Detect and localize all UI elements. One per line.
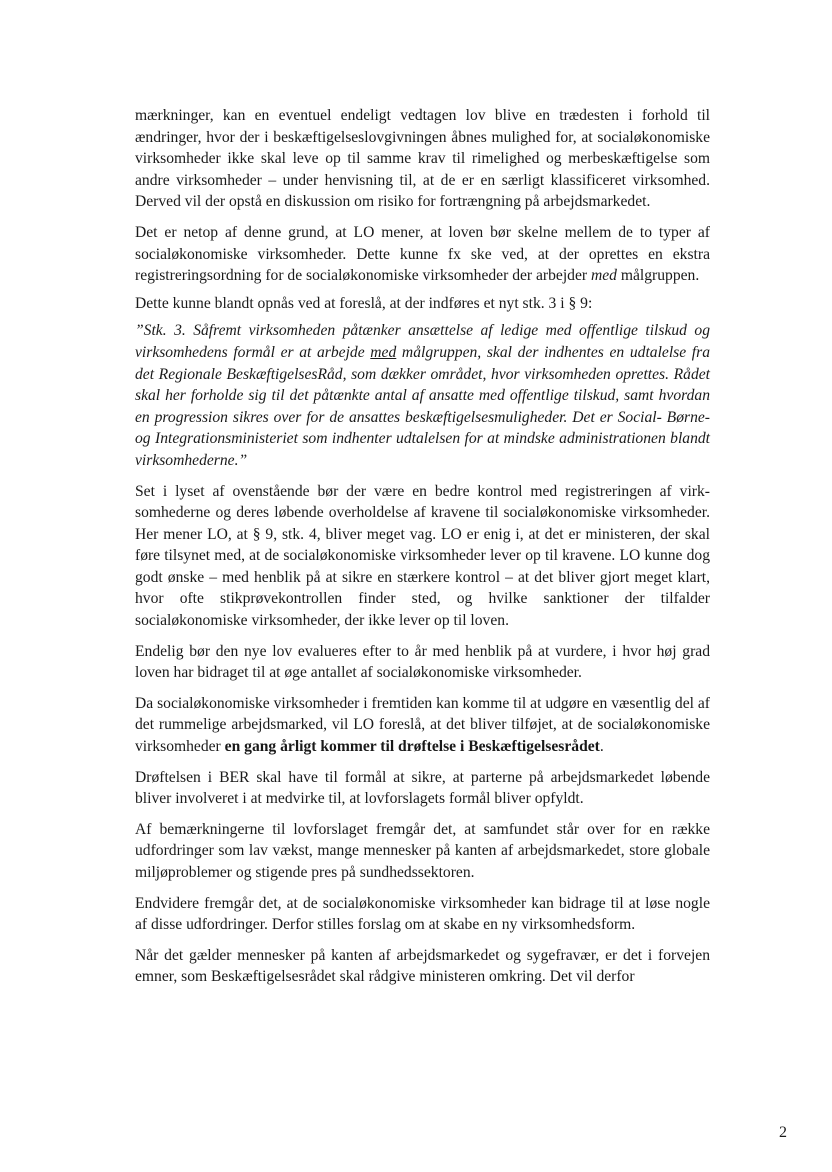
quote-text-b: målgruppen, skal der indhentes en udtalelse fra det Regionale BeskæftigelsesRåd, som dækker området, hvor virksomheden oprettes. Rådet skal her forholde sig til det påtænkte antal af ansatte med offentlige tilskud, samt hvordan en progression sikres over for de ansattes beskæftigelsesmuligheder. Det er Social- Børne- og Integrationsministeriet som indhenter udtalelsen for at mindske administrationen blandt virksomhederne.” (135, 343, 711, 469)
paragraph-6-bold: en gang årligt kommer til drøftelse i Beskæftigelsesrådet (224, 738, 600, 756)
paragraph-6-text-b: . (599, 738, 604, 756)
document-body (135, 105, 710, 997)
paragraph-8: Af bemærkningerne til lovforslaget fremgår det, at samfundet står over for en række udfordringer som lav vækst, mange mennesker på kanten af arbejdsmarkedet, store globale miljøproblemer og stigende pres på sundhedssektoren. (135, 820, 710, 881)
paragraph-9: Endvidere fremgår det, at de socialøkonomiske virksomheder kan bidrage til at løse nogle af disse udfordringer. Derfor stilles forslag om at skabe en ny virksomhedsform. (135, 894, 710, 934)
page-number: 2 (779, 1124, 787, 1141)
paragraph-7: Drøftelsen i BER skal have til formål at sikre, at parterne på arbejdsmarkedet løbende bliver involveret i at medvirke til, at lovforslagets formål bliver opfyldt. (135, 768, 710, 808)
paragraph-1: mærkninger, kan en eventuel endeligt vedtagen lov blive en trædesten i forhold til ændringer, hvor der i beskæftigelseslovgivningen åbnes mulighed for, at socialøkonomiske virksomheder ikke skal leve op til samme krav til rimelighed og merbeskæftigelse som andre virksomheder – under henvisning til, at de er en særligt klassificeret virksomhed. Derved vil der opstå en diskussion om risiko for fortrængning på arbejdsmarkedet. (135, 107, 710, 211)
paragraph-2-text-a: Det er netop af denne grund, at LO mener, at loven bør skelne mellem de to typer af socialøkonomiske virksomheder. Dette kunne fx ske ved, at der oprettes en ekstra registreringsordning for de socialøkonomiske virksomheder der arbejder (135, 223, 710, 285)
quote-text-a: ”Stk. 3. Såfremt virksomheden påtænker ansættelse af ledige med offentlige tilskud og virksomhedens formål er at arbejde (135, 322, 710, 361)
paragraph-2-text-b: målgruppen. (616, 267, 700, 285)
quoted-proposal (135, 320, 710, 471)
paragraph-2 (135, 222, 710, 287)
quote-underlined-word: med (370, 343, 397, 361)
paragraph-10: Når det gælder mennesker på kanten af arbejdsmarkedet og sygefravær, er det i forvejen emner, som Beskæftigelsesrådet skal rådgive ministeren omkring. Det vil derfor (135, 946, 710, 986)
paragraph-3: Dette kunne blandt opnås ved at foreslå, at der indføres et nyt stk. 3 i § 9: (135, 294, 593, 312)
paragraph-2-emphasis: med (590, 267, 617, 285)
paragraph-5: Endelig bør den nye lov evalueres efter to år med henblik på at vurdere, i hvor høj grad loven har bidraget til at øge antallet af socialøkonomiske virksomheder. (135, 642, 710, 682)
paragraph-4: Set i lyset af ovenstående bør der være en bedre kontrol med registreringen af virksomhederne og deres løbende overholdelse af kravene til socialøkonomiske virksomheder. Her mener LO, at § 9, stk. 4, bliver meget vag. LO er enig i, at det er ministeren, der skal føre tilsynet med, at de socialøkonomiske virksomheder lever op til kravene. LO kunne dog godt ønske – med henblik på at sikre en stærkere kontrol – at det bliver gjort meget klart, hvor ofte stikprøvekontrollen finder sted, og hvilke sanktioner der tilfalder socialøkonomiske virksomheder, der ikke lever op til loven. (135, 482, 710, 630)
paragraph-6 (135, 693, 710, 758)
paragraph-6-text-a: Da socialøkonomiske virksomheder i fremtiden kan komme til at udgøre en væsentlig del af det rummelige arbejdsmarked, vil LO foreslå, at det bliver tilføjet, at de socialøkonomiske virksomheder (135, 694, 710, 756)
